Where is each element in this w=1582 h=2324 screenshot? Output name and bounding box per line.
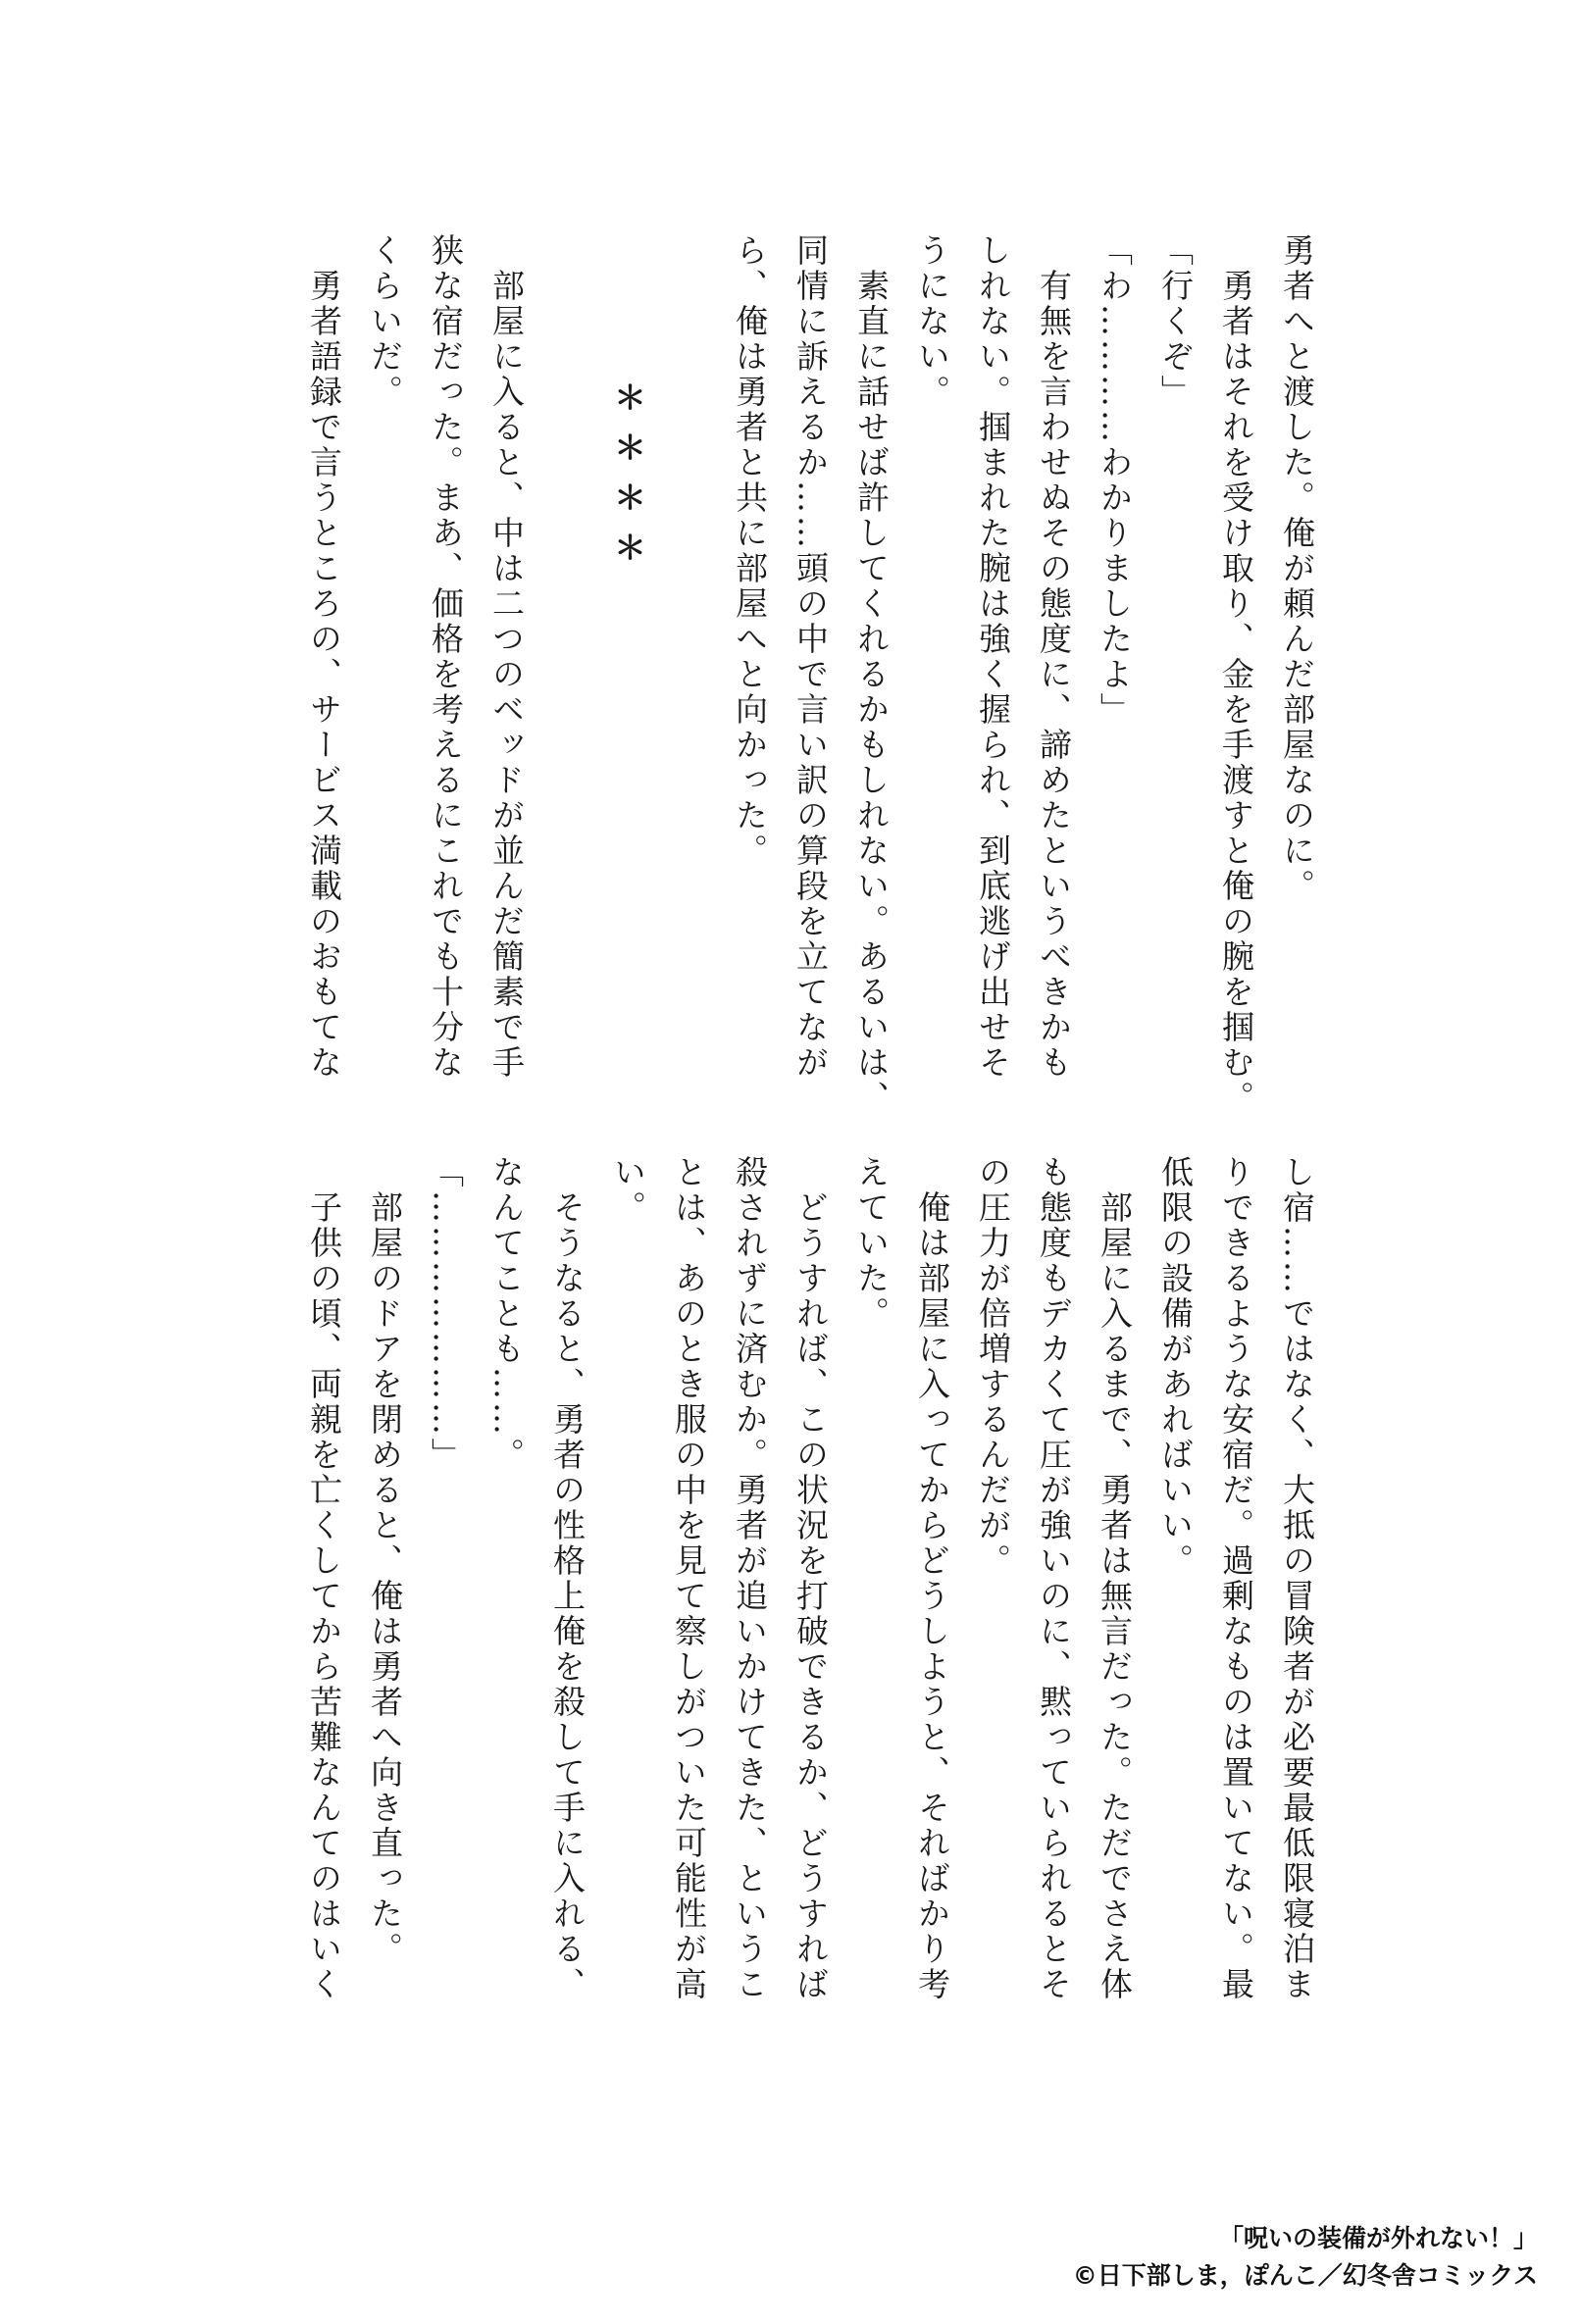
text-line: 勇者語録で言うところの、サービス満載のおもてな [305,233,343,1081]
text-line: の圧力が倍増するんだが。 [974,1155,1012,1579]
text-line: 殺されずに済むか。勇者が追いかけてきた、というこ [731,1155,769,2002]
text-line: い。 [609,1155,647,1226]
text-line: えていた。 [852,1155,891,1332]
scene-break-asterisks: ＊＊＊＊ [609,380,647,581]
text-line: 「行くぞ」 [1156,233,1195,410]
text-line: 部屋のドアを閉めると、俺は勇者へ向き直った。 [366,1155,404,1967]
text-line: し宿……ではなく、大抵の冒険者が必要最低限寝泊ま [1278,1155,1316,2002]
text-line: くらいだ。 [366,233,404,410]
copyright-notice: ©日下部しま，ぽんこ／幻冬舎コミックス [1072,2261,1538,2290]
text-line: そうなると、勇者の性格上俺を殺して手に入れる、 [548,1155,587,2002]
text-line: 低限の設備があればいい。 [1156,1155,1195,1579]
text-line: 素直に話せば許してくれるかもしれない。あるいは、 [852,233,891,1116]
text-line: なんてことも……。 [487,1155,526,1473]
text-line: うにない。 [913,233,951,410]
credits [1073,2220,1538,2295]
text-line: 「わ…………わかりましたよ」 [1096,233,1134,728]
text-line: 部屋に入るまで、勇者は無言だった。ただでさえ体 [1096,1155,1134,2002]
text-line: 勇者はそれを受け取り、金を手渡すと俺の腕を掴む。 [1217,233,1255,1116]
text-line: 狭な宿だった。まあ、価格を考えるにこれでも十分な [427,233,465,1081]
text-line: 有無を言わせぬその態度に、諦めたというべきかも [1035,233,1073,1081]
text-line: 俺は部屋に入ってからどうしようと、そればかり考 [913,1155,951,2002]
text-line: 「…………………」 [427,1155,465,1473]
text-block-top [248,233,1327,1116]
text-line: しれない。掴まれた腕は強く握られ、到底逃げ出せそ [974,233,1012,1081]
text-line: とは、あのとき服の中を見て察しがついた可能性が高 [670,1155,708,2002]
text-line: 勇者へと渡した。俺が頼んだ部屋なのに。 [1278,233,1316,904]
text-line: ら、俺は勇者と共に部屋へと向かった。 [731,233,769,869]
text-line: 同情に訴えるか……頭の中で言い訳の算段を立てなが [791,233,830,1081]
text-line: 子供の頃、両親を亡くしてから苦難なんてのはいく [305,1155,343,2002]
text-line: も態度もデカくて圧が強いのに、黙っていられるとそ [1035,1155,1073,2002]
text-line: りできるような安宿だ。過剰なものは置いてない。最 [1217,1155,1255,2002]
text-line: どうすれば、この状況を打破できるか、どうすれば [791,1155,830,2002]
text-line: 部屋に入ると、中は二つのベッドが並んだ簡素で手 [487,233,526,1081]
book-title: 「呪いの装備が外れない！」 [1218,2224,1538,2252]
text-block-bottom [248,1155,1327,2038]
